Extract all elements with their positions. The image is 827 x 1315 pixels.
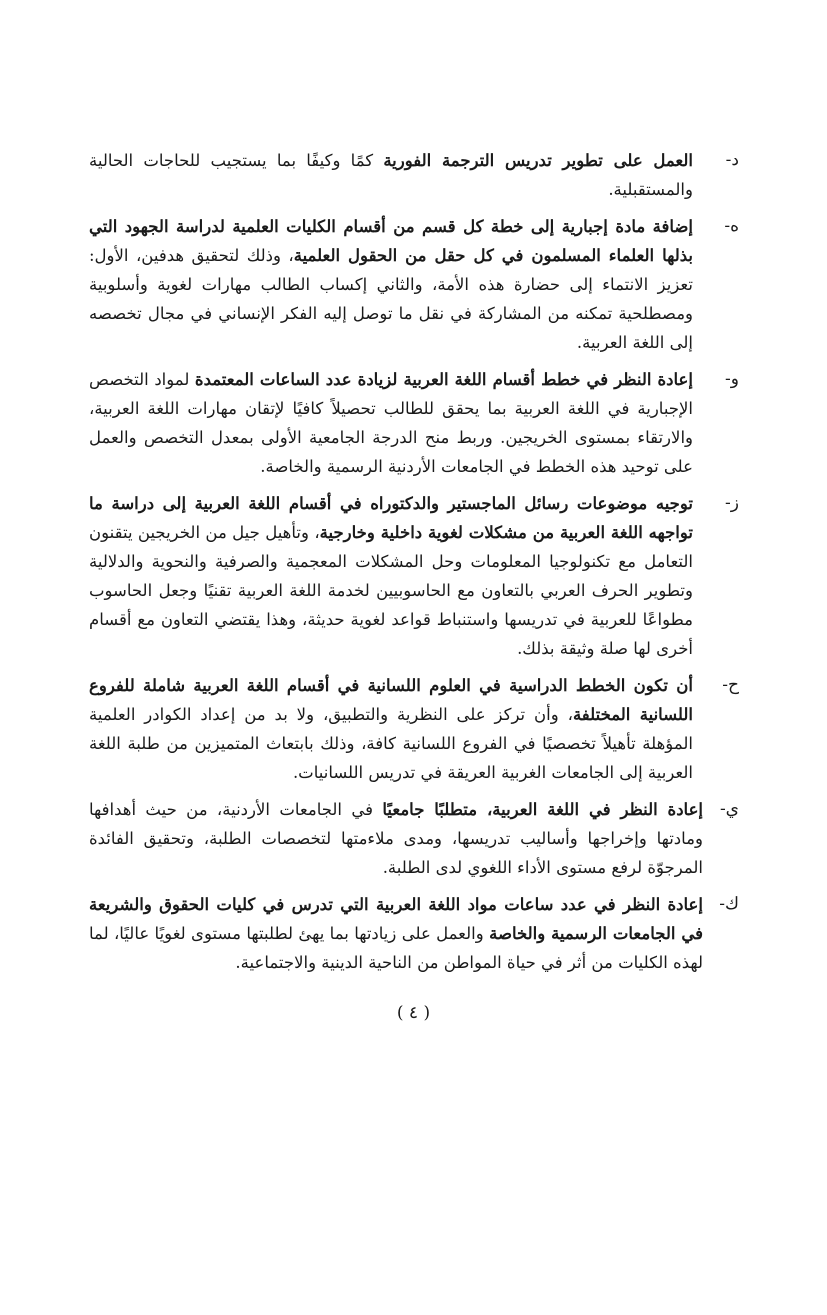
item-marker: ز- [725, 493, 739, 513]
list-item-ya [89, 795, 739, 882]
item-body [89, 671, 693, 787]
item-heading: إعادة النظر في خطط أقسام اللغة العربية لزيادة عدد الساعات المعتمدة [194, 370, 693, 389]
list-item-dal [89, 146, 739, 204]
item-marker: ي- [719, 799, 739, 819]
item-heading: إعادة النظر في عدد ساعات مواد اللغة العربية التي تدرس في كليات الحقوق والشريعة في الجامعات الرسمية والخاصة [89, 895, 703, 943]
item-text: ، وذلك لتحقيق هدفين، الأول: تعزيز الانتماء إلى حضارة هذه الأمة، والثاني إكساب الطالب مهارات لغوية وأسلوبية ومصطلحية تمكنه من المشاركة في نقل ما توصل إليه الفكر الإنساني في مجال تخصصه إلى اللغة العربية. [89, 246, 693, 352]
page-number: ( ٤ ) [396, 1003, 431, 1023]
list-item-zay [89, 489, 739, 663]
item-heading: العمل على تطوير تدريس الترجمة الفورية [383, 151, 693, 170]
item-body [89, 365, 693, 481]
item-body [89, 890, 703, 977]
item-marker: و- [725, 369, 739, 389]
item-text: في الجامعات الأردنية، من حيث أهدافها ومادتها وإخراجها وأساليب تدريسها، ومدى ملاءمتها لتخصصات الطلبة، وتحقيق الفائدة المرجوّة لرفع مستوى الأداء اللغوي لدى الطلبة. [89, 800, 703, 877]
item-marker: د- [725, 150, 739, 170]
item-body [89, 795, 703, 882]
item-text: ، وتأهيل جيل من الخريجين يتقنون التعامل مع تكنولوجيا المعلومات وحل المشكلات المعجمية والصرفية والنحوية والدلالية وتطوير الحرف العربي بالتعاون مع الحاسوبيين لخدمة اللغة العربية تقنيًا وجعل الحاسوب مطواعًا للعربية في تدريسها واستنباط قواعد لغوية حديثة، وهذا يقتضي التعاون مع أقسام أخرى لها صلة وثيقة بذلك. [89, 523, 693, 658]
item-text: ، وأن تركز على النظرية والتطبيق، ولا بد من إعداد الكوادر العلمية المؤهلة تأهيلاً تخصصيًا في الفروع اللسانية كافة، وذلك بابتعاث المتميزين من طلبة اللغة العربية إلى الجامعات الغربية العريقة في تدريس اللسانيات. [89, 705, 693, 782]
item-heading: توجيه موضوعات رسائل الماجستير والدكتوراه في أقسام اللغة العربية إلى دراسة ما تواجهه اللغة العربية من مشكلات لغوية داخلية وخارجية [89, 494, 693, 542]
list-item-ha2 [89, 671, 739, 787]
item-body [89, 489, 693, 663]
item-heading: إعادة النظر في اللغة العربية، متطلبًا جامعيًا [382, 800, 704, 819]
item-marker: ك- [719, 894, 739, 914]
item-heading: أن تكون الخطط الدراسية في العلوم اللسانية في أقسام اللغة العربية شاملة للفروع اللسانية المختلفة [89, 676, 694, 724]
item-body [89, 212, 693, 357]
document-page [89, 146, 739, 977]
item-marker: ه- [724, 216, 739, 236]
list-item-ha [89, 212, 739, 357]
item-heading: إضافة مادة إجبارية إلى خطة كل قسم من أقسام الكليات العلمية لدراسة الجهود التي بذلها العلماء المسلمون في كل حقل من الحقول العلمية [89, 217, 693, 265]
list-item-kaf [89, 890, 739, 977]
item-text: لمواد التخصص الإجبارية في اللغة العربية بما يحقق للطالب تحصيلاً كافيًا لإتقان مهارات اللغة العربية، والارتقاء بمستوى الخريجين. وربط منح الدرجة الجامعية الأولى بمعدل التخصص والعمل على توحيد هذه الخطط في الجامعات الأردنية الرسمية والخاصة. [89, 370, 693, 476]
list-item-waw [89, 365, 739, 481]
item-body [89, 146, 693, 204]
item-text: والعمل على زيادتها بما يهئ لطلبتها مستوى لغويًا عاليًا، لما لهذه الكليات من أثر في حياة المواطن من الناحية الدينية والاجتماعية. [89, 924, 703, 972]
item-marker: ح- [722, 675, 739, 695]
item-text: كمًا وكيفًا بما يستجيب للحاجات الحالية والمستقبلية. [89, 151, 693, 199]
